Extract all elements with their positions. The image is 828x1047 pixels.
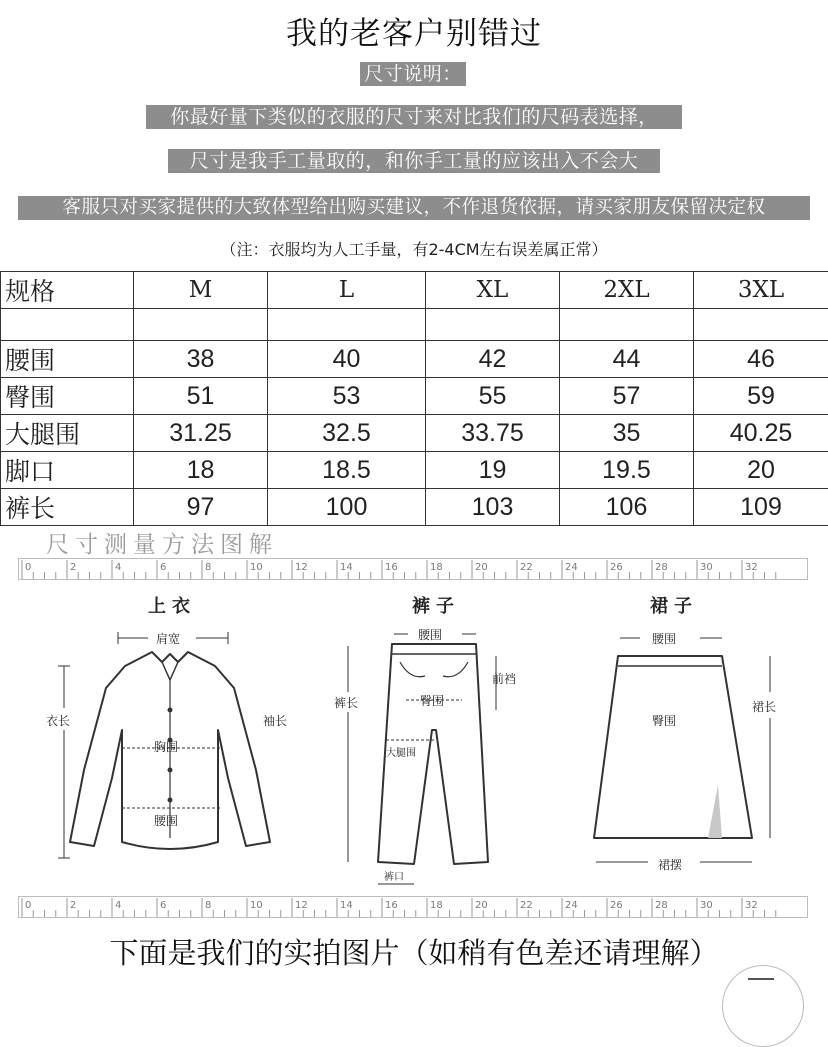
ruler-tick-label: 0	[25, 900, 31, 911]
measurement-method-title: 尺寸测量方法图解	[46, 526, 278, 559]
skirt-title: 裙子	[650, 592, 698, 618]
table-cell: 100	[268, 489, 426, 526]
table-cell: 35	[560, 415, 694, 452]
table-header-cell: 规格	[1, 272, 134, 309]
table-cell: 脚口	[1, 452, 134, 489]
size-notice-label: 尺寸说明：	[360, 62, 466, 86]
ruler-tick-label: 24	[565, 900, 578, 911]
ruler-tick-label: 18	[430, 900, 443, 911]
table-cell: 臀围	[1, 378, 134, 415]
ruler-tick-label: 10	[250, 562, 263, 573]
table-cell: 51	[134, 378, 268, 415]
table-cell: 44	[560, 341, 694, 378]
ruler-tick-label: 26	[610, 562, 623, 573]
top-waist-label: 腰围	[154, 812, 178, 829]
ruler-tick-label: 2	[70, 562, 76, 573]
size-notice-line2: 尺寸是我手工量取的，和你手工量的应该出入不会大	[168, 149, 660, 173]
top-sleeve-label: 袖长	[263, 712, 287, 729]
table-cell: 42	[426, 341, 560, 378]
table-cell: 57	[560, 378, 694, 415]
ruler-tick-label: 32	[745, 900, 758, 911]
skirt-waist-label: 腰围	[652, 630, 676, 647]
ruler-tick-label: 22	[520, 562, 533, 573]
table-cell: 59	[694, 378, 828, 415]
ruler-tick-label: 26	[610, 900, 623, 911]
table-cell: 18	[134, 452, 268, 489]
table-row	[1, 309, 828, 341]
table-cell	[694, 309, 828, 341]
pants-rise-label: 前裆	[492, 670, 516, 687]
scroll-top-icon	[748, 978, 774, 980]
table-header-row	[1, 272, 828, 309]
ruler-tick-label: 28	[655, 900, 668, 911]
pants-thigh-label: 大腿围	[386, 744, 416, 759]
table-cell: 97	[134, 489, 268, 526]
ruler-tick-label: 6	[160, 562, 166, 573]
table-cell: 103	[426, 489, 560, 526]
table-cell	[268, 309, 426, 341]
top-length-label: 衣长	[46, 712, 70, 729]
table-cell: 106	[560, 489, 694, 526]
table-cell: 55	[426, 378, 560, 415]
table-cell: 裤长	[1, 489, 134, 526]
garment-outlines	[0, 580, 828, 890]
table-cell: 33.75	[426, 415, 560, 452]
table-cell	[134, 309, 268, 341]
table-header-cell: L	[268, 272, 426, 309]
ruler-tick-label: 30	[700, 900, 713, 911]
skirt-length-label: 裙长	[752, 698, 776, 715]
ruler-tick-label: 0	[25, 562, 31, 573]
ruler-tick-label: 28	[655, 562, 668, 573]
skirt-hip-label: 臀围	[652, 712, 676, 729]
pants-title: 裤子	[412, 592, 460, 618]
table-row	[1, 452, 828, 489]
table-header-cell: XL	[426, 272, 560, 309]
pants-hip-label: 臀围	[420, 692, 444, 709]
ruler-tick-label: 14	[340, 562, 353, 573]
measurement-diagram	[0, 580, 828, 890]
table-cell: 109	[694, 489, 828, 526]
size-chart-table	[0, 271, 828, 526]
ruler-tick-label: 2	[70, 900, 76, 911]
ruler-tick-label: 20	[475, 562, 488, 573]
ruler-tick-label: 24	[565, 562, 578, 573]
ruler-tick-label: 4	[115, 562, 121, 573]
ruler-tick-label: 6	[160, 900, 166, 911]
ruler-tick-label: 12	[295, 562, 308, 573]
ruler-bottom-graphic	[18, 896, 808, 918]
table-cell: 46	[694, 341, 828, 378]
ruler-tick-label: 18	[430, 562, 443, 573]
skirt-hem-label: 裙摆	[658, 856, 682, 873]
ruler-top	[18, 558, 808, 580]
table-cell: 大腿围	[1, 415, 134, 452]
table-header-cell: M	[134, 272, 268, 309]
ruler-tick-label: 10	[250, 900, 263, 911]
table-cell: 40.25	[694, 415, 828, 452]
page-title: 我的老客户别错过	[0, 8, 828, 53]
table-cell: 19	[426, 452, 560, 489]
ruler-tick-label: 14	[340, 900, 353, 911]
size-notice-line3: 客服只对买家提供的大致体型给出购买建议，不作退货依据，请买家朋友保留决定权	[18, 196, 810, 220]
top-chest-label: 胸围	[154, 738, 178, 755]
table-cell: 腰围	[1, 341, 134, 378]
table-row	[1, 489, 828, 526]
ruler-frame	[19, 559, 808, 580]
ruler-top-graphic	[18, 558, 808, 580]
table-cell: 20	[694, 452, 828, 489]
ruler-frame	[19, 897, 808, 918]
table-cell: 38	[134, 341, 268, 378]
measurement-note: （注：衣服均为人工手量，有2-4CM左右误差属正常）	[0, 237, 828, 260]
table-cell: 18.5	[268, 452, 426, 489]
ruler-tick-label: 8	[205, 900, 211, 911]
photo-caption: 下面是我们的实拍图片（如稍有色差还请理解）	[0, 931, 828, 972]
ruler-tick-label: 22	[520, 900, 533, 911]
pants-length-label: 裤长	[334, 694, 358, 711]
ruler-tick-label: 16	[385, 562, 398, 573]
top-title: 上衣	[148, 592, 196, 618]
table-cell: 53	[268, 378, 426, 415]
pants-hem-label: 裤口	[384, 868, 404, 883]
ruler-bottom	[18, 896, 808, 918]
size-notice-line1: 你最好量下类似的衣服的尺寸来对比我们的尺码表选择，	[146, 105, 682, 129]
ruler-tick-label: 4	[115, 900, 121, 911]
ruler-tick-label: 8	[205, 562, 211, 573]
top-shoulder-label: 肩宽	[156, 630, 180, 647]
ruler-tick-label: 20	[475, 900, 488, 911]
table-cell	[426, 309, 560, 341]
table-cell: 19.5	[560, 452, 694, 489]
table-cell	[560, 309, 694, 341]
table-header-cell: 2XL	[560, 272, 694, 309]
ruler-tick-label: 32	[745, 562, 758, 573]
table-cell: 32.5	[268, 415, 426, 452]
table-cell: 31.25	[134, 415, 268, 452]
table-cell	[1, 309, 134, 341]
ruler-tick-label: 12	[295, 900, 308, 911]
ruler-tick-label: 30	[700, 562, 713, 573]
table-row	[1, 378, 828, 415]
table-header-cell: 3XL	[694, 272, 828, 309]
pants-waist-label: 腰围	[418, 626, 442, 643]
table-cell: 40	[268, 341, 426, 378]
ruler-tick-label: 16	[385, 900, 398, 911]
table-row	[1, 341, 828, 378]
skirt-outline	[594, 656, 752, 838]
table-row	[1, 415, 828, 452]
